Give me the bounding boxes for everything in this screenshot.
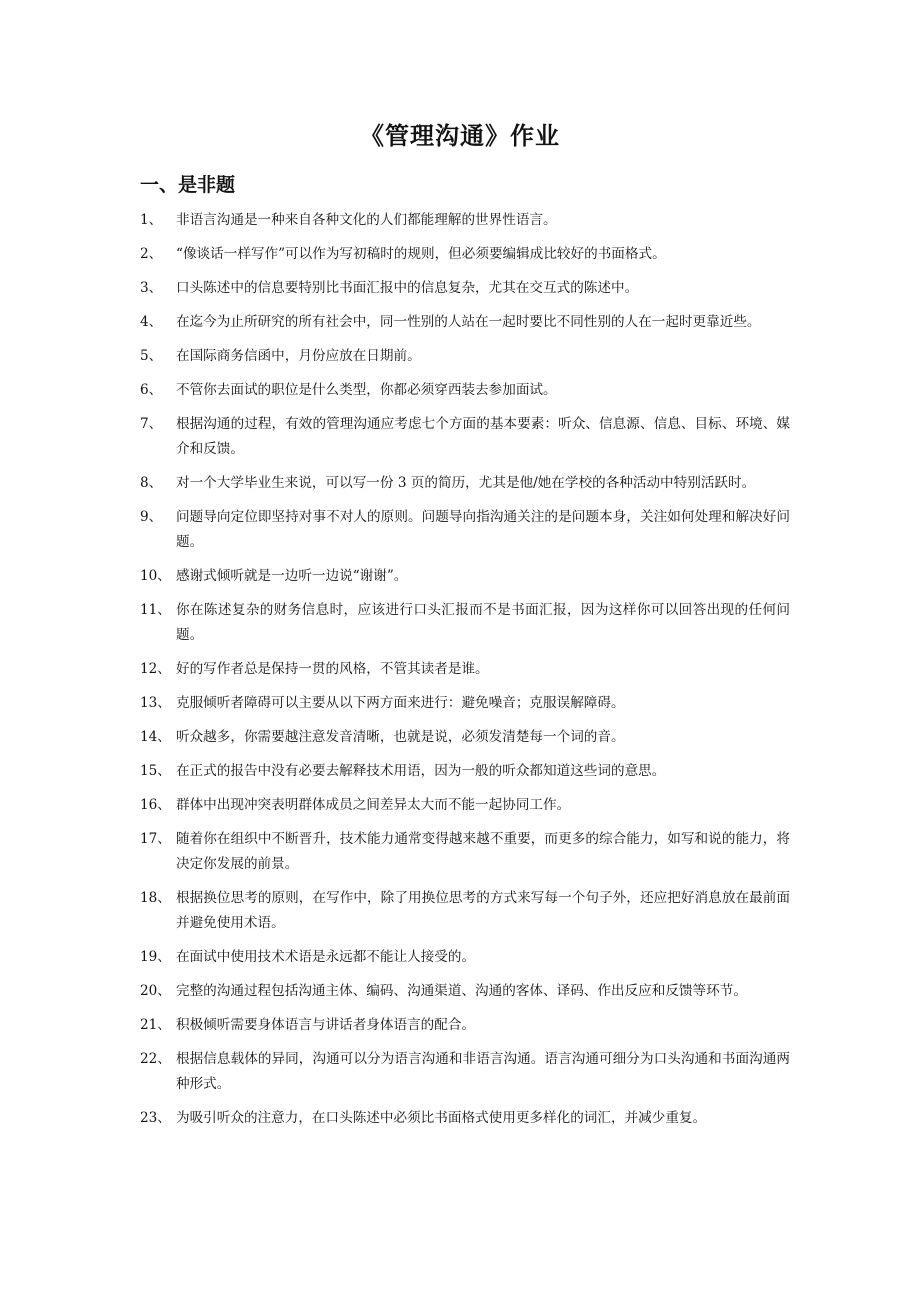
list-item: [140, 1047, 790, 1097]
item-text: 克服倾听者障碍可以主要从以下两方面来进行：避免噪音；克服误解障碍。: [176, 695, 625, 711]
item-text: 根据沟通的过程，有效的管理沟通应考虑七个方面的基本要素：听众、信息源、信息、目标、环境、媒介和反馈。: [176, 416, 790, 457]
list-item: [140, 793, 790, 818]
list-item: [140, 471, 790, 496]
item-text: 根据信息载体的异同，沟通可以分为语言沟通和非语言沟通。语言沟通可细分为口头沟通和书面沟通两种形式。: [176, 1051, 790, 1092]
list-item: [140, 276, 790, 301]
list-item: [140, 598, 790, 648]
list-item: [140, 505, 790, 555]
question-list: [140, 208, 790, 1140]
item-text: 随着你在组织中不断晋升，技术能力通常变得越来越不重要，而更多的综合能力，如写和说的能力，将决定你发展的前景。: [176, 831, 790, 872]
item-number: 2、: [140, 246, 163, 262]
list-item: [140, 691, 790, 716]
list-item: [140, 1106, 790, 1131]
item-text: 为吸引听众的注意力，在口头陈述中必须比书面格式使用更多样化的词汇，并减少重复。: [176, 1110, 707, 1126]
item-number: 20、: [140, 983, 171, 999]
item-text: 完整的沟通过程包括沟通主体、编码、沟通渠道、沟通的客体、译码、作出反应和反馈等环节。: [176, 983, 747, 999]
item-text: 非语言沟通是一种来自各种文化的人们都能理解的世界性语言。: [176, 212, 557, 228]
item-number: 5、: [140, 348, 163, 364]
item-number: 21、: [140, 1017, 171, 1033]
item-text: 问题导向定位即坚持对事不对人的原则。问题导向指沟通关注的是问题本身，关注如何处理和解决好问题。: [176, 509, 790, 550]
item-text: 不管你去面试的职位是什么类型，你都必须穿西装去参加面试。: [176, 382, 557, 398]
item-text: 听众越多，你需要越注意发音清晰，也就是说，必须发清楚每一个词的音。: [176, 729, 625, 745]
item-number: 17、: [140, 831, 171, 847]
item-text: 群体中出现冲突表明群体成员之间差异太大而不能一起协同工作。: [176, 797, 571, 813]
item-number: 8、: [140, 475, 163, 491]
item-number: 22、: [140, 1051, 171, 1067]
list-item: [140, 564, 790, 589]
item-number: 1、: [140, 212, 163, 228]
list-item: [140, 412, 790, 462]
list-item: [140, 945, 790, 970]
list-item: [140, 886, 790, 936]
list-item: [140, 725, 790, 750]
item-number: 6、: [140, 382, 163, 398]
item-number: 10、: [140, 568, 171, 584]
item-text: 口头陈述中的信息要特别比书面汇报中的信息复杂，尤其在交互式的陈述中。: [176, 280, 639, 296]
item-text: 好的写作者总是保持一贯的风格，不管其读者是谁。: [176, 661, 489, 677]
list-item: [140, 310, 790, 335]
item-number: 7、: [140, 416, 163, 432]
list-item: [140, 344, 790, 369]
item-number: 18、: [140, 890, 171, 906]
item-text: 积极倾听需要身体语言与讲话者身体语言的配合。: [176, 1017, 476, 1033]
item-text: 感谢式倾听就是一边听一边说“谢谢”。: [176, 568, 408, 584]
list-item: [140, 378, 790, 403]
item-number: 9、: [140, 509, 163, 525]
item-text: 在正式的报告中没有必要去解释技术用语，因为一般的听众都知道这些词的意思。: [176, 763, 666, 779]
list-item: [140, 208, 790, 233]
item-text: 在面试中使用技术术语是永远都不能让人接受的。: [176, 949, 476, 965]
document-title: 《管理沟通》作业: [360, 122, 560, 150]
item-number: 15、: [140, 763, 171, 779]
item-text: 根据换位思考的原则，在写作中，除了用换位思考的方式来写每一个句子外，还应把好消息放在最前面并避免使用术语。: [176, 890, 790, 931]
item-number: 4、: [140, 314, 163, 330]
list-item: [140, 827, 790, 877]
item-number: 3、: [140, 280, 163, 296]
item-number: 16、: [140, 797, 171, 813]
list-item: [140, 759, 790, 784]
item-number: 14、: [140, 729, 171, 745]
item-number: 23、: [140, 1110, 171, 1126]
list-item: [140, 1013, 790, 1038]
item-number: 13、: [140, 695, 171, 711]
item-text: 对一个大学毕业生来说，可以写一份 3 页的简历，尤其是他/她在学校的各种活动中特别活跃时。: [176, 475, 756, 491]
item-text: 在迄今为止所研究的所有社会中，同一性别的人站在一起时要比不同性别的人在一起时更靠近些。: [176, 314, 761, 330]
item-number: 19、: [140, 949, 171, 965]
list-item: [140, 657, 790, 682]
list-item: [140, 242, 790, 267]
item-text: “像谈话一样写作”可以作为写初稿时的规则，但必须要编辑成比较好的书面格式。: [176, 246, 666, 262]
section-heading: 一、是非题: [140, 174, 236, 196]
list-item: [140, 979, 790, 1004]
item-text: 你在陈述复杂的财务信息时，应该进行口头汇报而不是书面汇报，因为这样你可以回答出现的任何问题。: [176, 602, 790, 643]
item-text: 在国际商务信函中，月份应放在日期前。: [176, 348, 421, 364]
item-number: 12、: [140, 661, 171, 677]
item-number: 11、: [140, 602, 171, 618]
